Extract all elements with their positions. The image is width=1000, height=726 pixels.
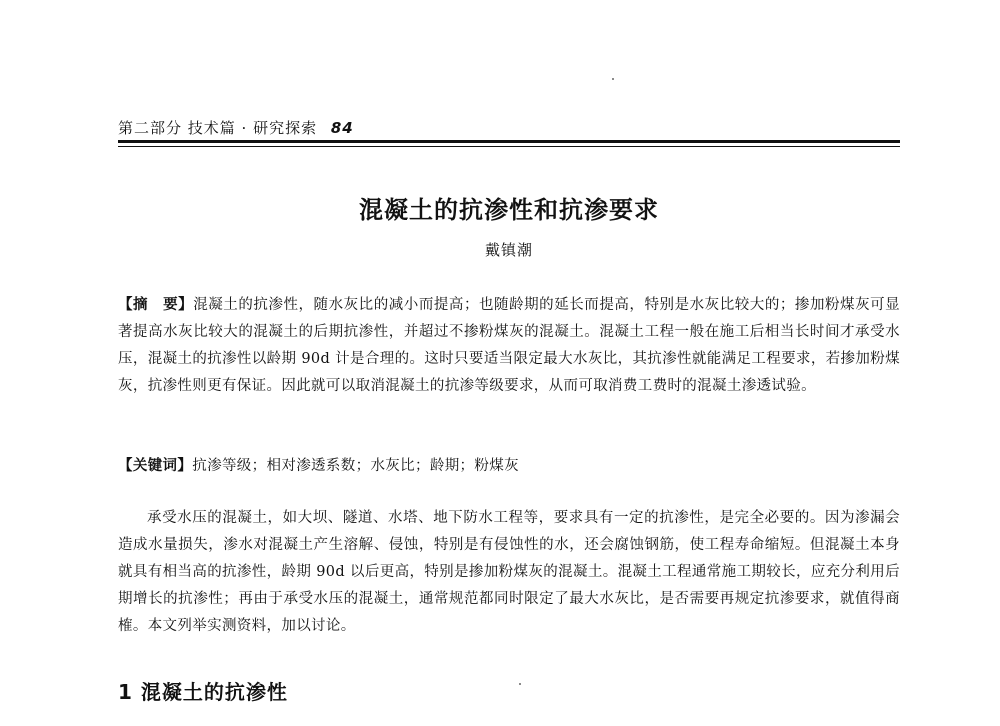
keywords (118, 452, 900, 480)
abstract (118, 291, 900, 400)
keywords-text: 抗渗等级；相对渗透系数；水灰比；龄期；粉煤灰 (192, 458, 519, 474)
article-title: 混凝土的抗渗性和抗渗要求 (359, 196, 659, 224)
scan-speck (612, 78, 614, 80)
section-heading: 1 混凝土的抗渗性 (118, 680, 288, 704)
running-header-title: 第二部分 技术篇 · 研究探索 (118, 119, 318, 137)
abstract-label: 【摘 要】 (118, 296, 194, 313)
abstract-text: 混凝土的抗渗性，随水灰比的减小而提高；也随龄期的延长而提高，特别是水灰比较大的；掺加粉煤灰可显著提高水灰比较大的混凝土的后期抗渗性，并超过不掺粉煤灰的混凝土。混凝土工程一般在施工后相当长时间才承受水压，混凝土的抗渗性以龄期 90d 计是合理的。这时只要适当限定最大水灰比，其抗渗性就能满足工程要求，若掺加粉煤灰，抗渗性则更有保证。因此就可以取消混凝土的抗渗等级要求，从而可取消费工费时的混凝土渗透试验。 (118, 297, 901, 394)
article-author: 戴镇潮 (484, 241, 533, 259)
scan-speck (519, 683, 521, 685)
body-paragraph: 承受水压的混凝土，如大坝、隧道、水塔、地下防水工程等，要求具有一定的抗渗性，是完全必要的。因为渗漏会造成水量损失，渗水对混凝土产生溶解、侵蚀，特别是有侵蚀性的水，还会腐蚀钢筋，使工程寿命缩短。但混凝土本身就具有相当高的抗渗性，龄期 90d 以后更高，特别是掺加粉煤灰的混凝土。混凝土工程通常施工期较长，应充分利用后期增长的抗渗性；再由于承受水压的混凝土，通常规范都同时限定了最大水灰比，是否需要再规定抗渗要求，就值得商榷。本文列举实测资料，加以讨论。 (118, 510, 900, 634)
header-rule-thin (118, 146, 900, 147)
keywords-label: 【关键词】 (118, 457, 193, 474)
running-header (118, 117, 354, 138)
page-number: 84 (330, 119, 354, 137)
header-rule-thick (118, 140, 900, 143)
